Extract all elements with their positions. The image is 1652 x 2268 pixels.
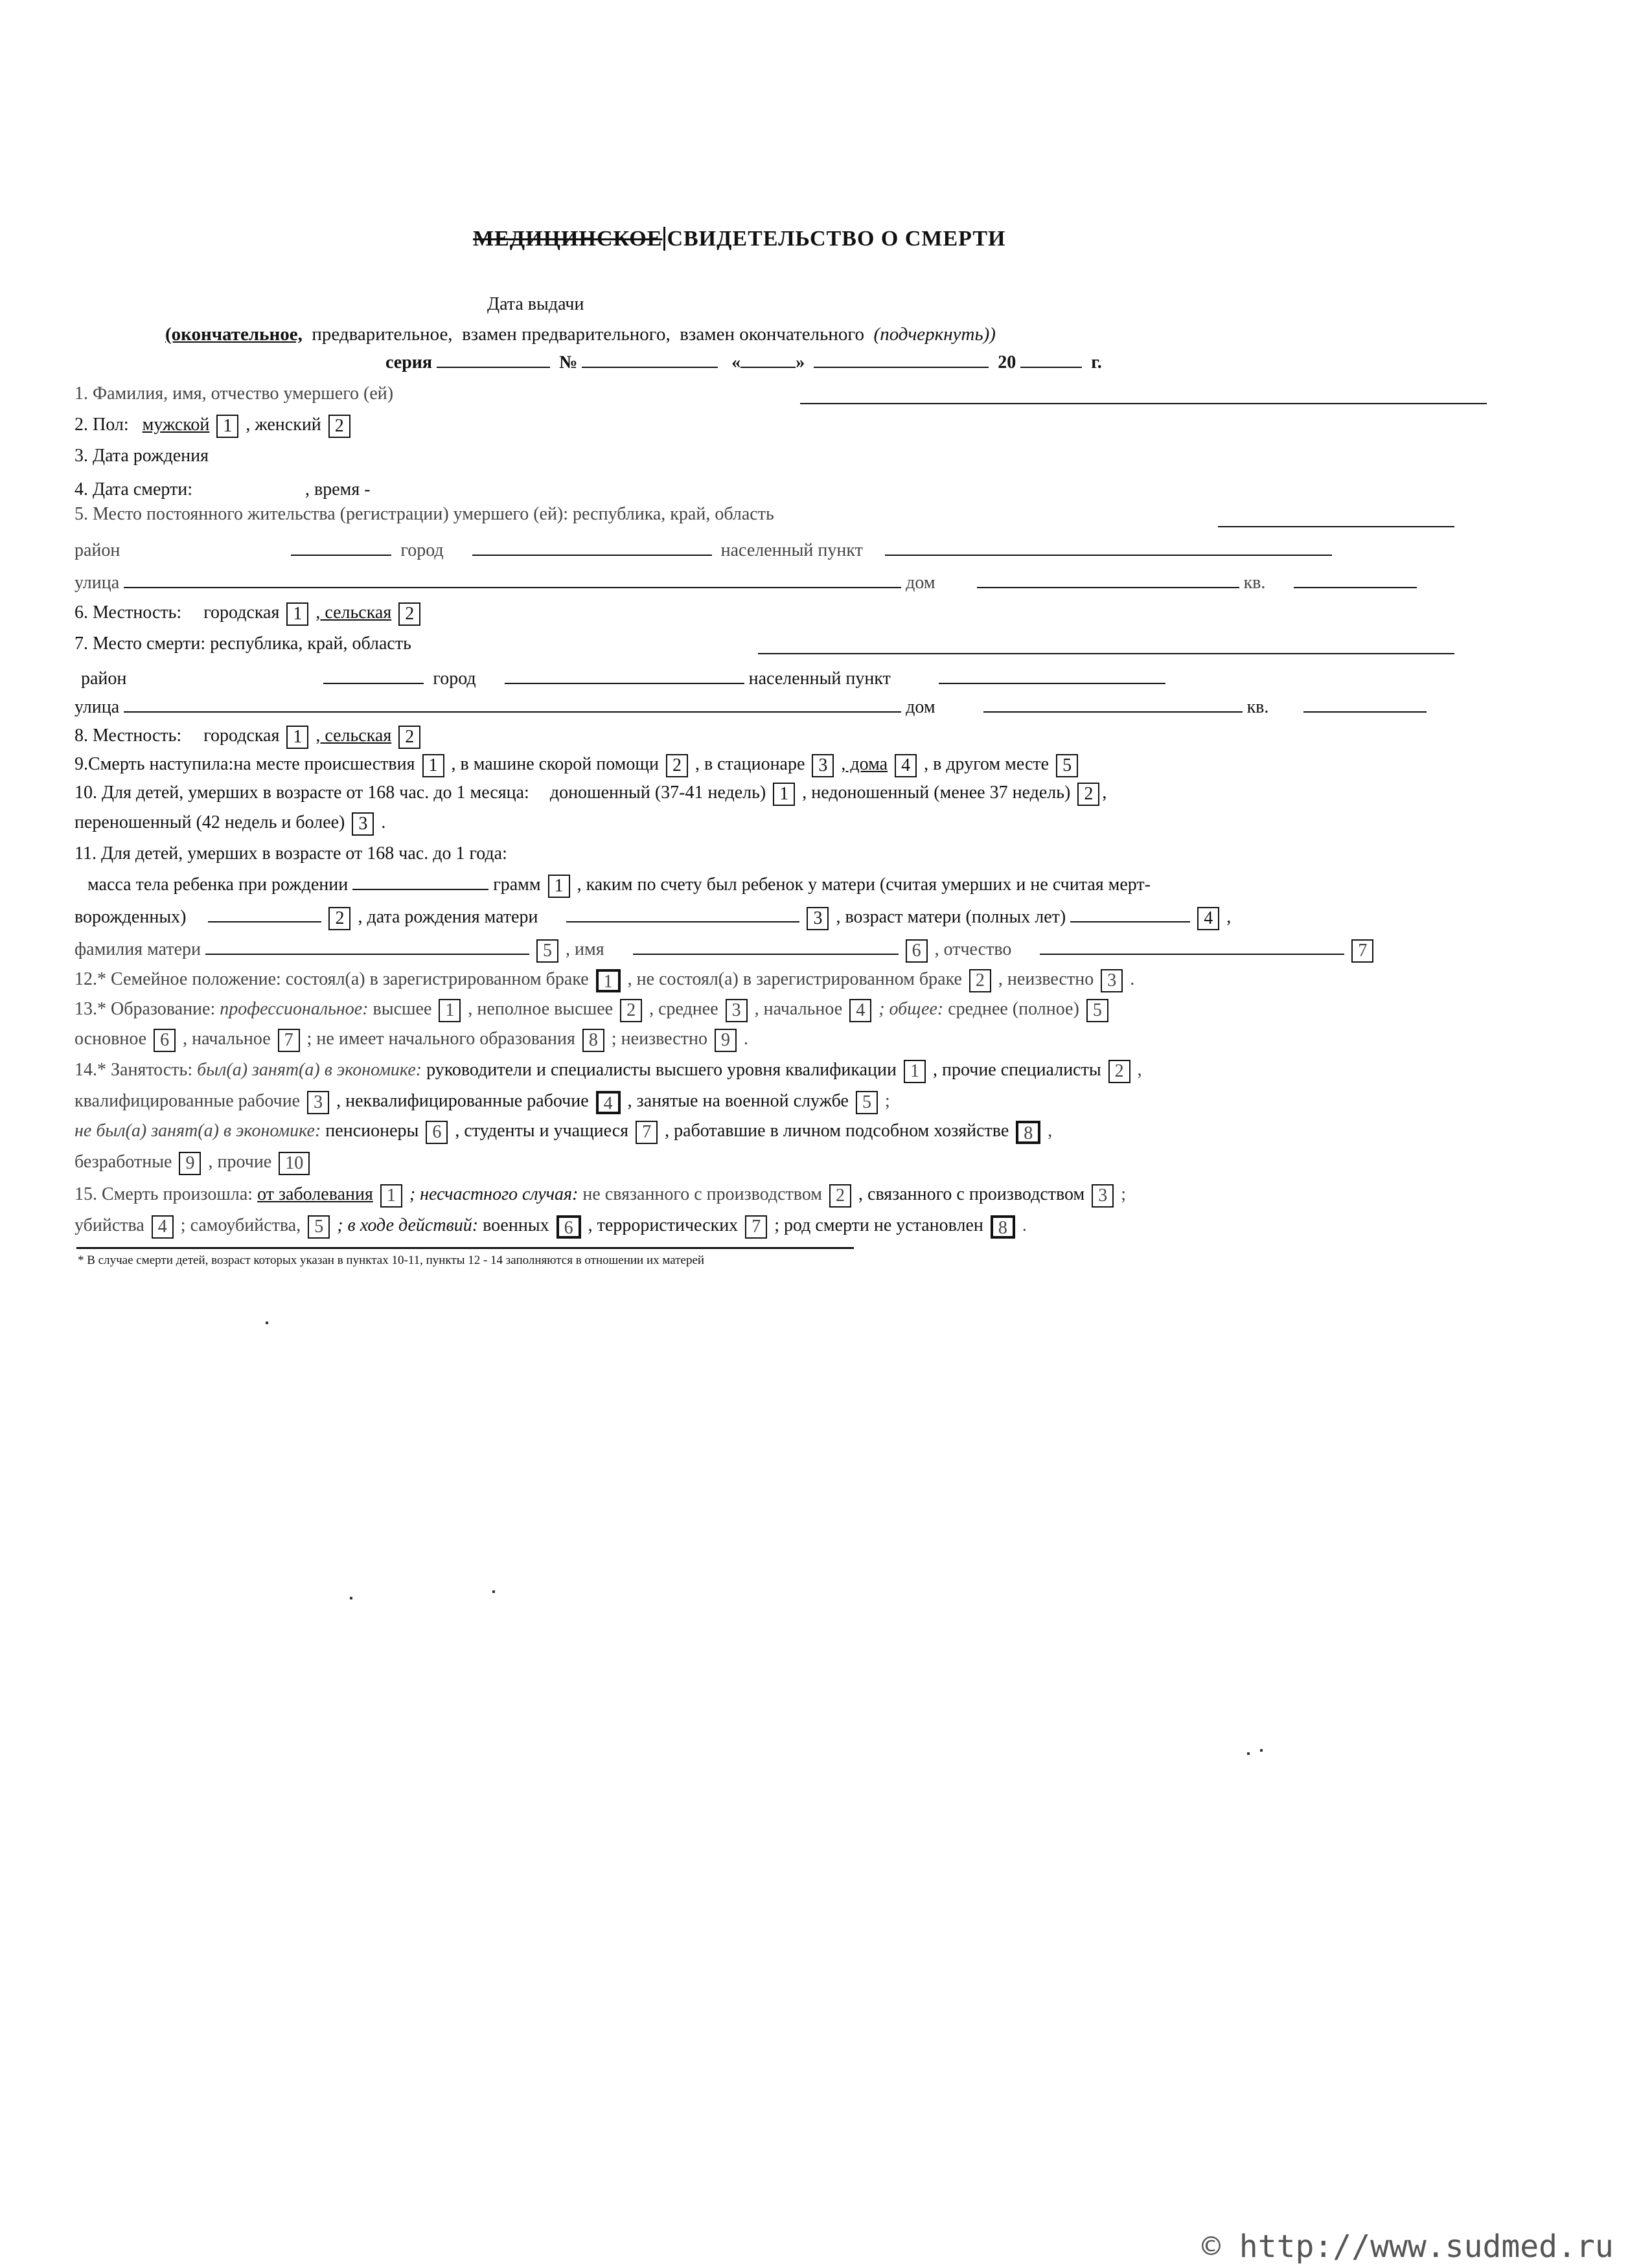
item11-mother-surname-box[interactable]: 5 — [536, 939, 558, 963]
item7-street-label: улица — [75, 697, 120, 717]
item14-unemployed-label: не был(а) занят(а) в экономике: — [75, 1121, 321, 1141]
item10-preterm-box[interactable]: 2 — [1077, 783, 1099, 806]
scan-speck — [350, 1597, 352, 1599]
document-title — [473, 227, 1006, 251]
item7-apt-label: кв. — [1246, 697, 1269, 717]
scan-speck — [1247, 1752, 1250, 1755]
item13-secondary-box[interactable]: 3 — [726, 999, 748, 1022]
item6-urban-option[interactable]: городская — [203, 602, 280, 623]
item1-fullname-label: 1. Фамилия, имя, отчество умершего (ей) — [75, 384, 394, 404]
item9-ambulance-box[interactable]: 2 — [666, 754, 688, 777]
status-replacing-preliminary[interactable]: взамен предварительного, — [462, 324, 671, 345]
item8-label: 8. Местность: — [75, 726, 182, 746]
item11-mother-name-box[interactable]: 6 — [906, 939, 928, 963]
item11-comma: , — [1226, 907, 1232, 927]
quote-close: » — [796, 352, 805, 372]
item15-nonwork-accident-box[interactable]: 2 — [829, 1184, 851, 1208]
item6-urban-box[interactable]: 1 — [286, 602, 308, 626]
item11-mother-surname-label: фамилия матери — [75, 939, 201, 959]
item13-secondary-option[interactable]: , среднее — [649, 999, 718, 1019]
item5-settlement-field[interactable] — [885, 538, 1332, 556]
item5-address-row1 — [75, 538, 1332, 562]
scan-speck — [492, 1590, 495, 1593]
item15-accident-label: ; несчастного случая: — [409, 1184, 579, 1204]
item11-mother-name-field[interactable] — [633, 937, 899, 955]
item12-married-option[interactable]: 12.* Семейное положение: состоял(а) в зарегистрированном браке — [75, 969, 589, 989]
item10-postterm-option[interactable]: переношенный (42 недель и более) — [75, 812, 345, 832]
item14-skilled-option[interactable]: квалифицированные рабочие — [75, 1091, 301, 1111]
item14-label: 14.* Занятость: — [75, 1060, 193, 1080]
series-field[interactable] — [437, 350, 550, 368]
item6-label: 6. Местность: — [75, 602, 182, 623]
item14-pensioners-option[interactable]: пенсионеры — [325, 1121, 419, 1141]
footnote-divider — [76, 1247, 854, 1249]
quote-open: « — [731, 352, 741, 372]
issue-date-label: Дата выдачи — [487, 294, 584, 314]
sex-male-option[interactable]: мужской — [142, 415, 210, 435]
item15-hostilities-label: ; в ходе действий: — [337, 1215, 479, 1235]
item14-other-box[interactable]: 10 — [279, 1152, 310, 1175]
item13-basic-box[interactable]: 6 — [154, 1029, 176, 1052]
item7-house-label: дом — [906, 697, 935, 717]
item15-homicide-box[interactable]: 4 — [152, 1215, 174, 1239]
item7-address-row1 — [81, 666, 1165, 691]
item10-comma: , — [1102, 783, 1107, 803]
item5-street-label: улица — [75, 573, 120, 593]
item8-urban-box[interactable]: 1 — [286, 726, 308, 749]
item10-postterm-box[interactable]: 3 — [352, 812, 374, 836]
item11-mother-patronymic-field[interactable] — [1040, 937, 1344, 955]
day-field[interactable] — [740, 350, 796, 368]
item15-row1 — [75, 1183, 1126, 1208]
item11-weight-label: масса тела ребенка при рождении — [87, 875, 349, 895]
item13-professional-label: профессиональное: — [220, 999, 369, 1019]
status-note: (подчеркнуть)) — [873, 324, 996, 345]
item11-row3 — [75, 937, 1376, 963]
year-label: 20 — [998, 352, 1016, 372]
title-main: СВИДЕТЕЛЬСТВО О СМЕРТИ — [667, 227, 1006, 251]
item12-not-married-box[interactable]: 2 — [969, 969, 991, 992]
item15-semicolon: ; — [1121, 1184, 1127, 1204]
certificate-status-line — [165, 323, 996, 346]
number-label: № — [559, 352, 578, 372]
item13-unknown-box[interactable]: 9 — [715, 1029, 737, 1052]
item14-row3 — [75, 1119, 1052, 1144]
item13-primary-option[interactable]: , начальное — [183, 1029, 271, 1049]
item5-city-label: город — [400, 540, 444, 560]
item7-region-field[interactable] — [758, 653, 1454, 654]
item14-managers-box[interactable]: 1 — [904, 1060, 926, 1083]
item11-order-box[interactable]: 2 — [328, 907, 350, 930]
item9-home-option[interactable]: , дома — [841, 754, 888, 774]
item14-students-box[interactable]: 7 — [636, 1121, 658, 1144]
item15-disease-box[interactable]: 1 — [380, 1184, 402, 1208]
item5-label: 5. Место постоянного жительства (регистрации) умершего (ей): республика, край, область — [75, 504, 774, 524]
item10-row2 — [75, 811, 385, 836]
item12-row — [75, 968, 1134, 992]
item10-fullterm-option[interactable]: доношенный (37-41 недель) — [549, 783, 766, 803]
title-struck-word: МЕДИЦИНСКОЕ — [473, 227, 663, 251]
item4-row — [75, 478, 371, 501]
item15-military-option[interactable]: военных — [483, 1215, 549, 1235]
item15-row2 — [75, 1214, 1027, 1239]
item5-house-field[interactable] — [977, 570, 1239, 588]
item12-unknown-option[interactable]: , неизвестно — [998, 969, 1094, 989]
item7-district-label: район — [81, 669, 127, 689]
item14-unskilled-box[interactable]: 4 — [596, 1091, 621, 1114]
item13-primary-prof-option[interactable]: , начальное — [754, 999, 843, 1019]
item13-none-option[interactable]: ; не имеет начального образования — [306, 1029, 575, 1049]
item15-homicide-option[interactable]: убийства — [75, 1215, 144, 1235]
item13-label: 13.* Образование: — [75, 999, 216, 1019]
item7-settlement-label: населенный пункт — [748, 669, 891, 689]
item14-unemployed-option[interactable]: безработные — [75, 1152, 172, 1172]
item7-house-field[interactable] — [983, 694, 1243, 713]
item11-mother-dob-field[interactable] — [566, 904, 799, 922]
item14-comma: , — [1137, 1060, 1142, 1080]
item14-skilled-box[interactable]: 3 — [307, 1091, 329, 1114]
item14-unemployed-box[interactable]: 9 — [179, 1152, 201, 1175]
scan-speck — [266, 1322, 268, 1324]
number-field[interactable] — [582, 350, 718, 368]
item7-address-row2 — [75, 694, 1427, 719]
item14-pensioners-box[interactable]: 6 — [426, 1121, 448, 1144]
item11-mother-surname-field[interactable] — [205, 937, 529, 955]
item5-district-label: район — [75, 540, 120, 560]
item9-label: 9.Смерть наступила:на месте происшествия — [75, 754, 415, 774]
item14-other-option[interactable]: , прочие — [208, 1152, 272, 1172]
item11-row1 — [87, 872, 1151, 898]
item13-full-secondary-option[interactable]: среднее (полное) — [948, 999, 1079, 1019]
sex-female-box[interactable]: 2 — [328, 415, 350, 438]
item8-rural-box[interactable]: 2 — [398, 726, 420, 749]
item5-address-row2 — [75, 570, 1417, 595]
item15-work-accident-box[interactable]: 3 — [1092, 1184, 1114, 1208]
item9-ambulance-option[interactable]: , в машине скорой помощи — [451, 754, 659, 774]
item15-undetermined-box[interactable]: 8 — [991, 1215, 1015, 1239]
item15-label: 15. Смерть произошла: — [75, 1184, 253, 1204]
item5-region-field[interactable] — [1218, 526, 1454, 527]
item6-rural-box[interactable]: 2 — [398, 602, 420, 626]
item2-label: 2. Пол: — [75, 415, 129, 435]
status-preliminary[interactable]: предварительное, — [312, 324, 453, 345]
item14-semicolon: ; — [884, 1091, 890, 1111]
item12-not-married-option[interactable]: , не состоял(а) в зарегистрированном браке — [627, 969, 962, 989]
item9-other-option[interactable]: , в другом месте — [924, 754, 1050, 774]
item7-settlement-field[interactable] — [939, 666, 1165, 684]
item11-mother-patronymic-box[interactable]: 7 — [1351, 939, 1373, 963]
item13-higher-option[interactable]: высшее — [373, 999, 432, 1019]
item10-period: . — [381, 812, 386, 832]
item15-terrorist-option[interactable]: , террористических — [588, 1215, 739, 1235]
item11-order-label: , каким по счету был ребенок у матери (считая умерших и не считая мерт- — [577, 875, 1151, 895]
item8-urban-option[interactable]: городская — [203, 726, 280, 746]
series-number-line — [385, 350, 1102, 374]
item5-apt-label: кв. — [1243, 573, 1266, 593]
series-label: серия — [385, 352, 433, 372]
item14-row1 — [75, 1059, 1142, 1083]
item15-terrorist-box[interactable]: 7 — [745, 1215, 767, 1239]
item13-period: . — [743, 1029, 748, 1049]
item9-scene-box[interactable]: 1 — [422, 754, 444, 777]
item5-district-field[interactable] — [291, 538, 391, 556]
item15-military-box[interactable]: 6 — [556, 1215, 581, 1239]
item5-street-field[interactable] — [124, 570, 901, 588]
scan-speck — [1260, 1749, 1263, 1752]
item13-general-label: ; общее: — [878, 999, 944, 1019]
item11-mother-age-box[interactable]: 4 — [1197, 907, 1219, 930]
item14-students-option[interactable]: , студенты и учащиеся — [455, 1121, 629, 1141]
item5-city-field[interactable] — [472, 538, 712, 556]
item14-comma-2: , — [1048, 1121, 1053, 1141]
item4-label: 4. Дата смерти: — [75, 479, 193, 499]
item12-married-box[interactable]: 1 — [596, 969, 621, 992]
item15-undetermined-option[interactable]: ; род смерти не установлен — [774, 1215, 983, 1235]
item2-sex-row — [75, 413, 353, 438]
item11-stillborn-label: ворожденных) — [75, 907, 187, 927]
item15-nonwork-accident-option[interactable]: не связанного с производством — [582, 1184, 823, 1204]
item13-incomplete-higher-box[interactable]: 2 — [620, 999, 642, 1022]
item9-home-box[interactable]: 4 — [895, 754, 917, 777]
item14-row2 — [75, 1090, 890, 1114]
item7-city-field[interactable] — [505, 666, 744, 684]
item8-rural-option[interactable]: , сельская — [315, 726, 392, 746]
item13-unknown-option[interactable]: ; неизвестно — [611, 1029, 707, 1049]
item14-military-option[interactable]: , занятые на военной службе — [627, 1091, 849, 1111]
item15-period: . — [1022, 1215, 1027, 1235]
item14-managers-option[interactable]: руководители и специалисты высшего уровня квалификации — [426, 1060, 897, 1080]
sex-female-option[interactable]: , женский — [246, 415, 321, 435]
item7-street-field[interactable] — [124, 694, 901, 713]
item6-rural-option[interactable]: , сельская — [315, 602, 392, 623]
item15-suicide-option[interactable]: ; самоубийства, — [180, 1215, 301, 1235]
item11-order-field[interactable] — [208, 904, 321, 922]
item7-label: 7. Место смерти: республика, край, область — [75, 634, 411, 654]
item11-mother-dob-box[interactable]: 3 — [807, 907, 829, 930]
item1-fullname-field[interactable] — [800, 403, 1487, 404]
item11-gram-label: грамм — [493, 875, 541, 895]
item9-row — [75, 753, 1081, 777]
status-replacing-final[interactable]: взамен окончательного — [680, 324, 865, 345]
item11-mother-age-label: , возраст матери (полных лет) — [836, 907, 1066, 927]
sex-male-box[interactable]: 1 — [216, 415, 238, 438]
item14-subsidiary-farming-box[interactable]: 8 — [1016, 1121, 1040, 1144]
item7-apt-field[interactable] — [1303, 694, 1427, 713]
site-watermark: © http://www.sudmed.ru — [1202, 2228, 1614, 2265]
status-final[interactable]: (окончательное, — [165, 324, 303, 345]
item15-work-accident-option[interactable]: , связанного с производством — [858, 1184, 1085, 1204]
item14-subsidiary-farming-option[interactable]: , работавшие в личном подсобном хозяйстве — [665, 1121, 1009, 1141]
item11-weight-box[interactable]: 1 — [548, 875, 570, 898]
item11-row2 — [75, 904, 1231, 930]
item12-period: . — [1130, 969, 1135, 989]
item3-birthdate-label: 3. Дата рождения — [75, 446, 209, 466]
item9-hospital-box[interactable]: 3 — [812, 754, 834, 777]
item14-other-specialists-box[interactable]: 2 — [1108, 1060, 1130, 1083]
item5-settlement-label: населенный пункт — [720, 540, 863, 560]
item13-full-secondary-box[interactable]: 5 — [1086, 999, 1108, 1022]
item11-mother-age-field[interactable] — [1070, 904, 1190, 922]
item8-row — [75, 724, 423, 749]
item13-higher-box[interactable]: 1 — [439, 999, 461, 1022]
item9-other-box[interactable]: 5 — [1056, 754, 1078, 777]
year-field[interactable] — [1020, 350, 1082, 368]
item13-none-box[interactable]: 8 — [582, 1029, 604, 1052]
item14-row4 — [75, 1151, 312, 1175]
item10-fullterm-box[interactable]: 1 — [773, 783, 795, 806]
item5-apt-field[interactable] — [1294, 570, 1417, 588]
item14-military-box[interactable]: 5 — [856, 1091, 878, 1114]
item15-suicide-box[interactable]: 5 — [308, 1215, 330, 1239]
item9-hospital-option[interactable]: , в стационаре — [694, 754, 805, 774]
item13-row1 — [75, 998, 1111, 1022]
item11-mother-name-label: , имя — [566, 939, 604, 959]
item10-preterm-option[interactable]: , недоношенный (менее 37 недель) — [802, 783, 1071, 803]
item11-weight-field[interactable] — [352, 872, 488, 890]
item10-row1 — [75, 781, 1107, 806]
item12-unknown-box[interactable]: 3 — [1101, 969, 1123, 992]
item11-label: 11. Для детей, умерших в возрасте от 168 час. до 1 года: — [75, 843, 507, 864]
item14-employed-label: был(а) занят(а) в экономике: — [197, 1060, 422, 1080]
item4-time-label: , время - — [305, 479, 371, 499]
item13-primary-box[interactable]: 7 — [278, 1029, 300, 1052]
item13-incomplete-higher-option[interactable]: , неполное высшее — [468, 999, 614, 1019]
year-suffix: г. — [1091, 352, 1102, 372]
item7-district-field[interactable] — [323, 666, 424, 684]
item14-unskilled-option[interactable]: , неквалифицированные рабочие — [336, 1091, 589, 1111]
item11-mother-dob-label: , дата рождения матери — [358, 907, 538, 927]
item10-label: 10. Для детей, умерших в возрасте от 168 час. до 1 месяца: — [75, 783, 529, 803]
item13-row2 — [75, 1027, 748, 1052]
item14-other-specialists-option[interactable]: , прочие специалисты — [932, 1060, 1101, 1080]
item15-disease-option[interactable]: от заболевания — [257, 1184, 373, 1204]
footnote: * В случае смерти детей, возраст которых указан в пунктах 10-11, пункты 12 - 14 заполняются в отношении их матерей — [78, 1254, 705, 1267]
item5-house-label: дом — [906, 573, 935, 593]
item6-row — [75, 601, 423, 626]
item7-city-label: город — [433, 669, 476, 689]
item13-primary-prof-box[interactable]: 4 — [849, 999, 871, 1022]
month-field[interactable] — [814, 350, 989, 368]
item11-mother-patronymic-label: , отчество — [934, 939, 1012, 959]
item13-basic-option[interactable]: основное — [75, 1029, 147, 1049]
